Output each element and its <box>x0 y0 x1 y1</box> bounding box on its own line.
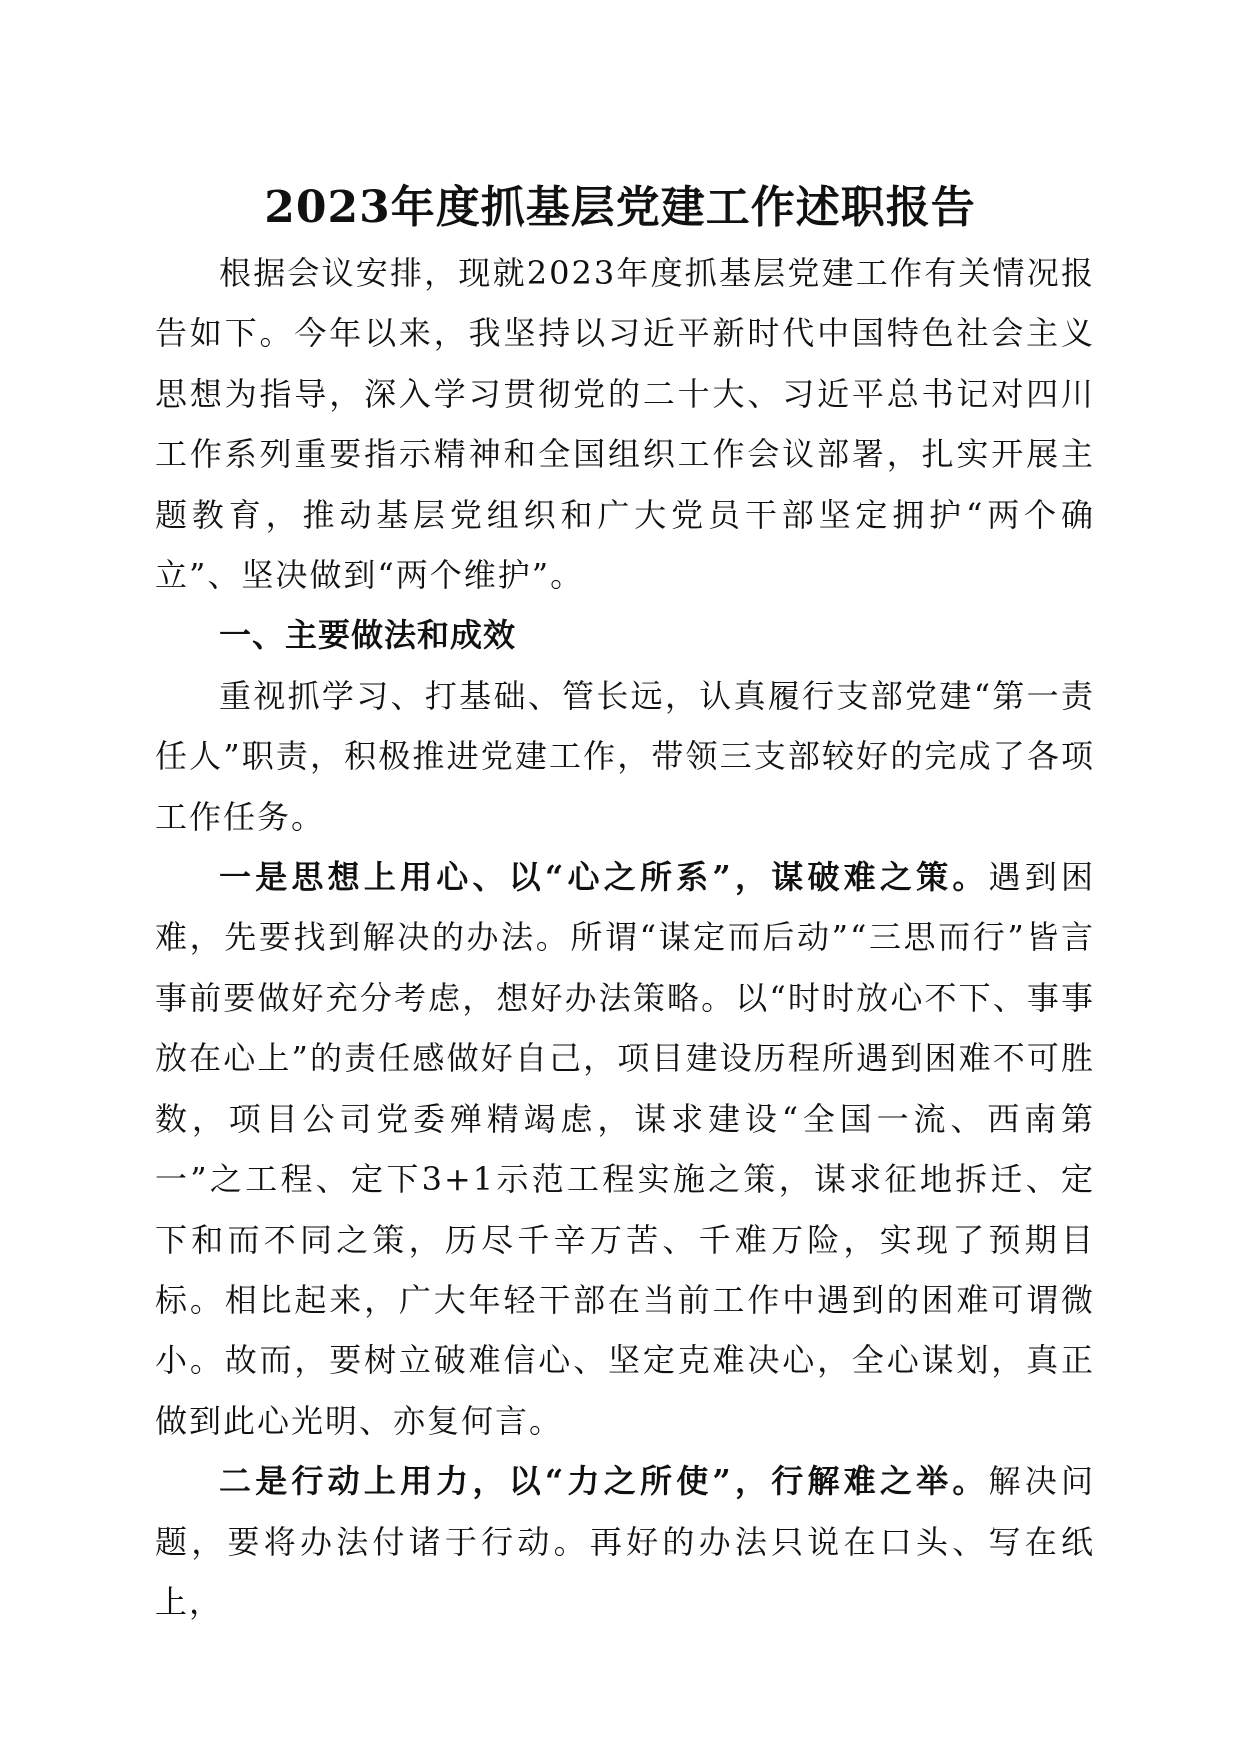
document-body <box>155 243 1095 1632</box>
section-intro-paragraph: 重视抓学习、打基础、管长远，认真履行支部党建“第一责任人”职责，积极推进党建工作，带领三支部较好的完成了各项工作任务。 <box>155 676 1095 836</box>
point-two-body: 解决问题，要将办法付诸于行动。再好的办法只说在口头、写在纸上， <box>155 1462 1095 1621</box>
point-two-lead: 二是行动上用力，以“力之所使”，行解难之举。 <box>219 1462 989 1501</box>
document-title: 2023年度抓基层党建工作述职报告 <box>264 182 976 233</box>
point-two-paragraph <box>155 1451 1095 1632</box>
section-heading: 一、主要做法和成效 <box>219 616 517 655</box>
point-one-lead: 一是思想上用心、以“心之所系”，谋破难之策。 <box>219 858 989 897</box>
intro-paragraph: 根据会议安排，现就2023年度抓基层党建工作有关情况报告如下。今年以来，我坚持以习近平新时代中国特色社会主义思想为指导，深入学习贯彻党的二十大、习近平总书记对四川工作系列重要指示精神和全国组织工作会议部署，扎实开展主题教育，推动基层党组织和广大党员干部坚定拥护“两个确立”、坚决做到“两个维护”。 <box>155 254 1095 595</box>
point-one-paragraph <box>155 847 1095 1451</box>
point-one-body: 遇到困难，先要找到解决的办法。所谓“谋定而后动”“三思而行”皆言事前要做好充分考虑，想好办法策略。以“时时放心不下、事事放在心上”的责任感做好自己，项目建设历程所遇到困难不可胜数，项目公司党委殚精竭虑，谋求建设“全国一流、西南第一”之工程、定下3+1示范工程实施之策，谋求征地拆迁、定下和而不同之策，历尽千辛万苦、千难万险，实现了预期目标。相比起来，广大年轻干部在当前工作中遇到的困难可谓微小。故而，要树立破难信心、坚定克难决心，全心谋划，真正做到此心光明、亦复何言。 <box>155 858 1095 1440</box>
